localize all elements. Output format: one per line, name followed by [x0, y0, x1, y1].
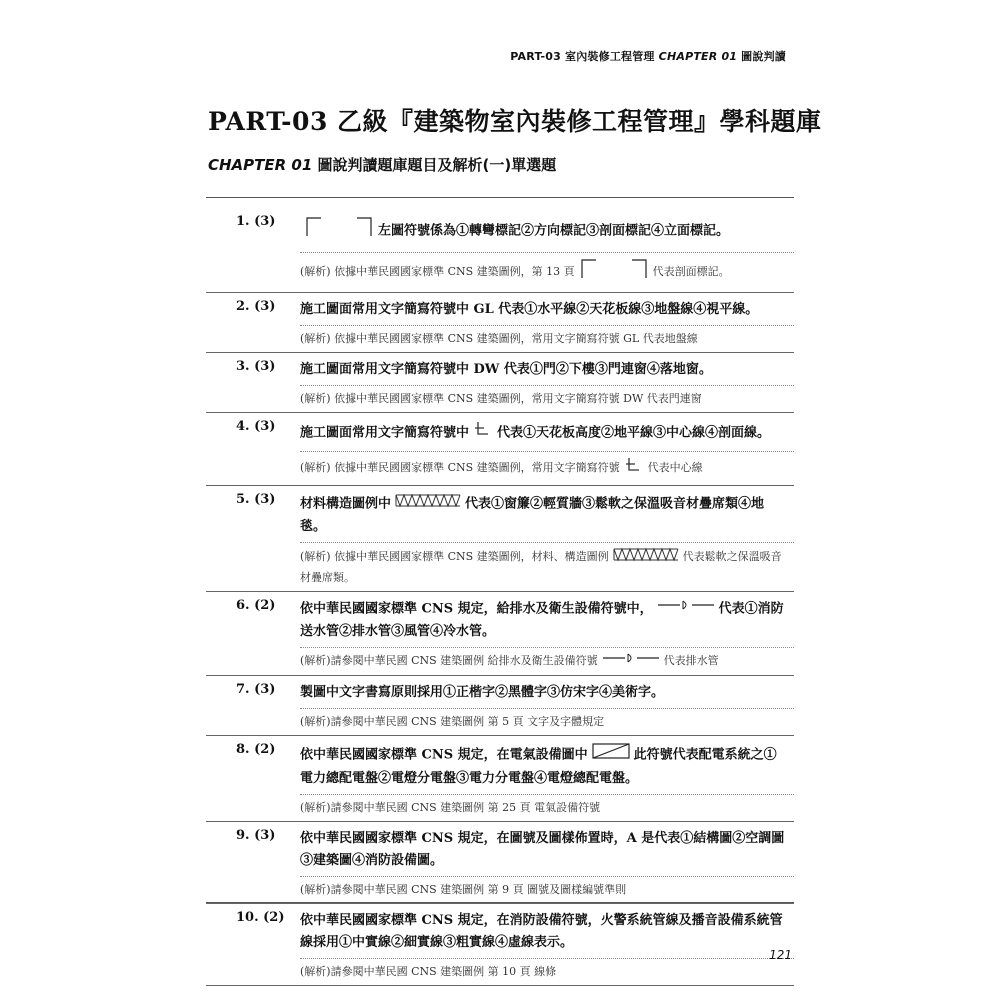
bottom-rule — [206, 902, 794, 903]
explanation — [300, 708, 794, 735]
question-number: 2. (3) — [236, 299, 276, 314]
question-item — [206, 736, 794, 822]
question-text-post: 此符號代表配電系統之①電力總配電盤②電燈分電盤③電力分電盤④電燈總配電盤。 — [300, 747, 777, 786]
running-header — [510, 48, 786, 64]
question-text-pre: 施工圖面常用文字簡寫符號中 — [300, 425, 470, 441]
question-item — [206, 676, 794, 736]
question-item — [206, 592, 794, 676]
question-text-pre: 材料構造圖例中 — [300, 496, 392, 512]
question-number: 10. (2) — [236, 909, 285, 925]
drain-pipe-icon — [601, 651, 661, 671]
question-list — [206, 208, 794, 986]
explanation-text-pre: (解析)請參閱中華民國 CNS 建築圖例 第 25 頁 電氣設備符號 — [300, 800, 601, 814]
question-text-post: 代表①窗簾②輕質牆③鬆軟之保溫吸音材疊席類④地毯。 — [300, 496, 765, 534]
question-item — [206, 208, 794, 293]
explanation — [300, 647, 794, 675]
explanation — [300, 252, 794, 292]
explanation-text-pre: (解析) 依據中華民國國家標準 CNS 建築圖例，材料、構造圖例 — [300, 550, 609, 563]
question-text-post: 左圖符號係為①轉彎標記②方向標記③剖面標記④立面標記。 — [378, 223, 730, 239]
question-number: 6. (2) — [236, 598, 276, 613]
explanation — [300, 876, 794, 903]
explanation-text-pre: (解析)請參閱中華民國 CNS 建築圖例 第 5 頁 文字及字體規定 — [300, 714, 605, 728]
explanation — [300, 451, 794, 485]
explanation-text-pre: (解析) 依據中華民國國家標準 CNS 建築圖例，常用文字簡寫符號 DW 代表門連窗 — [300, 392, 702, 405]
question-number: 4. (3) — [236, 419, 276, 434]
question-text — [300, 413, 794, 447]
question-text-pre: 施工圖面常用文字簡寫符號中 GL 代表①水平線②天花板線③地盤線④視平線。 — [300, 302, 759, 317]
explanation — [300, 542, 794, 591]
question-text-post: 代表①消防送水管②排水管③風管④冷水管。 — [300, 601, 784, 639]
question-text — [300, 904, 794, 954]
question-item — [206, 353, 794, 413]
question-number: 9. (3) — [236, 827, 276, 843]
explanation — [300, 325, 794, 352]
explanation — [300, 794, 794, 821]
question-text-pre: 製圖中文字書寫原則採用①正楷字②黑體字③仿宋字④美術字。 — [300, 684, 665, 700]
header-part: PART-03 室內裝修工程管理 — [510, 50, 655, 63]
page-title: PART-03 乙級『建築物室內裝修工程管理』學科題庫 — [208, 107, 822, 136]
insulation-icon — [394, 492, 462, 516]
question-text-pre: 依中華民國國家標準 CNS 規定，在電氣設備圖中 — [300, 747, 588, 762]
explanation-text-pre: (解析) 依據中華民國國家標準 CNS 建築圖例，第 13 頁 — [300, 265, 575, 278]
question-number: 5. (3) — [236, 492, 276, 507]
explanation-text-post: 代表剖面標記。 — [652, 265, 730, 278]
subtitle-text: 圖說判讀題庫題目及解析(一)單選題 — [312, 156, 557, 174]
drain-pipe-icon — [656, 598, 716, 620]
centerline-icon — [623, 455, 645, 481]
centerline-icon — [472, 419, 494, 447]
question-item — [206, 486, 794, 592]
header-topic: 圖說判讀 — [737, 50, 786, 63]
page-number: 121 — [769, 948, 792, 962]
question-item — [206, 413, 794, 486]
question-text-pre: 施工圖面常用文字簡寫符號中 DW 代表①門②下樓③門連窗④落地窗。 — [300, 362, 712, 377]
explanation-text-pre: (解析) 依據中華民國國家標準 CNS 建築圖例，常用文字簡寫符號 GL 代表地盤線 — [300, 332, 698, 345]
explanation-text-pre: (解析)請參閱中華民國 CNS 建築圖例 第 10 頁 線條 — [300, 964, 557, 978]
explanation-text-post: 代表排水管 — [663, 653, 719, 667]
subtitle-chapter: CHAPTER 01 — [208, 156, 313, 174]
section-mark-icon — [578, 256, 650, 288]
question-text — [300, 353, 794, 381]
question-item — [206, 904, 794, 986]
explanation-text-pre: (解析)請參閱中華民國 CNS 建築圖例 第 9 頁 圖號及圖樣編號準則 — [300, 882, 627, 896]
question-text — [300, 676, 794, 704]
explanation-text-post: 代表中心線 — [647, 461, 703, 474]
question-text-pre: 依中華民國國家標準 CNS 規定，給排水及衛生設備符號中， — [300, 601, 653, 617]
question-text — [300, 592, 794, 643]
question-text-pre: 依中華民國國家標準 CNS 規定，在消防設備符號，火警系統管線及播音設備系統管線採用①中實線②細實線③粗實線④虛線表示。 — [300, 912, 783, 950]
question-text — [300, 486, 794, 538]
header-chapter: CHAPTER 01 — [658, 50, 738, 63]
question-number: 3. (3) — [236, 359, 276, 374]
panel-icon — [591, 742, 631, 768]
question-text — [300, 822, 794, 872]
insulation-icon — [612, 546, 680, 568]
question-text — [300, 293, 794, 321]
section-mark-icon — [303, 214, 375, 248]
question-text-post: 代表①天花板高度②地平線③中心線④剖面線。 — [497, 425, 771, 441]
chapter-subtitle — [208, 154, 556, 175]
question-number: 7. (3) — [236, 681, 276, 697]
question-text — [300, 736, 794, 790]
explanation-text-post: 代表鬆軟之保溫吸音材疊席類。 — [300, 550, 782, 584]
explanation-text-pre: (解析)請參閱中華民國 CNS 建築圖例 給排水及衛生設備符號 — [300, 653, 598, 667]
explanation-text-pre: (解析) 依據中華民國國家標準 CNS 建築圖例，常用文字簡寫符號 — [300, 461, 620, 474]
question-item — [206, 822, 794, 904]
explanation — [300, 958, 794, 985]
top-rule — [206, 197, 794, 198]
question-text-pre: 依中華民國國家標準 CNS 規定，在圖號及圖樣佈置時，A 是代表①結構圖②空調圖③建築圖④消防設備圖。 — [300, 830, 785, 868]
question-text — [300, 208, 794, 248]
question-number: 1. (3) — [236, 214, 276, 229]
question-item — [206, 293, 794, 353]
explanation — [300, 385, 794, 412]
question-number: 8. (2) — [236, 741, 276, 757]
